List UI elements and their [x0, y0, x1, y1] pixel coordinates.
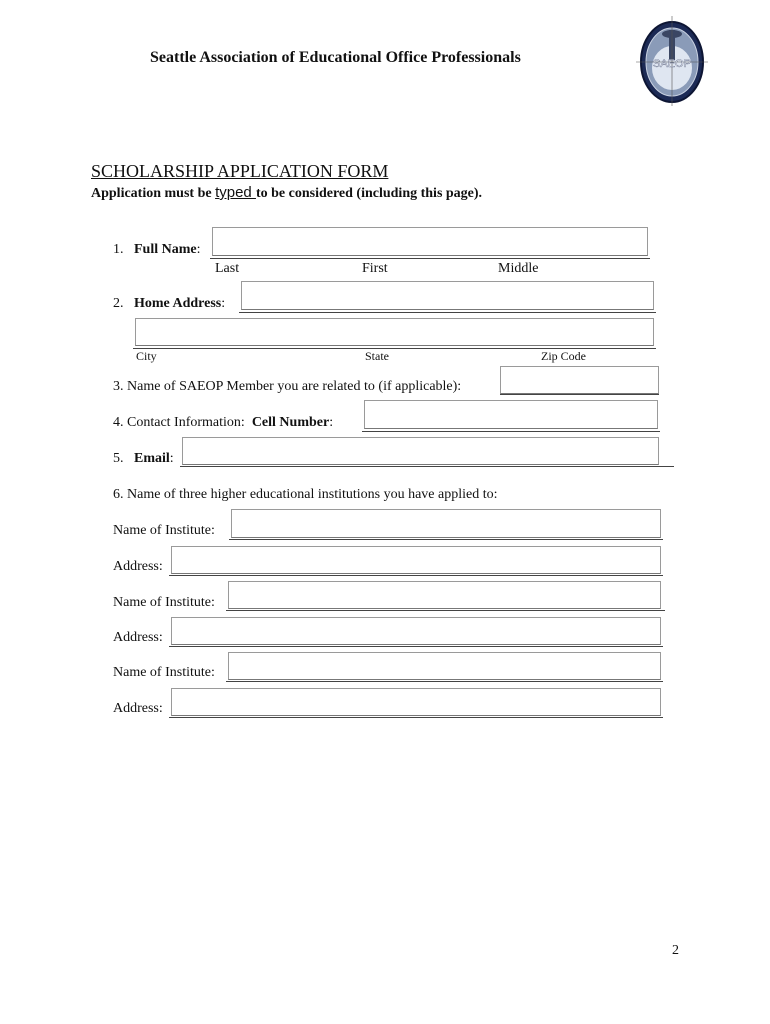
institute-3-address-field[interactable]: [171, 688, 661, 716]
institute-2-name-field[interactable]: [228, 581, 661, 609]
email-text: Email: [134, 451, 170, 466]
middle-name-caption: Middle: [498, 261, 539, 276]
zip-code-caption: Zip Code: [541, 349, 586, 363]
institute-2-name-label: Name of Institute:: [113, 595, 215, 610]
cell-number-text: Cell Number: [251, 415, 330, 430]
full-name-label: [113, 242, 201, 258]
first-name-caption: First: [362, 261, 388, 276]
colon: :: [196, 242, 201, 257]
institute-1-address-underline: [169, 575, 663, 576]
email-field[interactable]: [182, 437, 659, 465]
instructions-end: to be considered (including this page).: [255, 186, 483, 201]
home-address-label: [113, 296, 225, 312]
page-number: 2: [672, 943, 679, 958]
full-name-text: Full Name: [134, 242, 197, 257]
institute-3-name-underline: [226, 681, 663, 682]
institute-2-name-underline: [226, 610, 665, 611]
saeop-member-label: 3. Name of SAEOP Member you are related to (if applicable):: [113, 379, 462, 394]
institute-2-address-underline: [169, 646, 663, 647]
saeop-logo: [636, 16, 708, 106]
full-name-underline: [210, 258, 650, 259]
institute-1-address-field[interactable]: [171, 546, 661, 574]
cell-number-underline: [362, 431, 660, 432]
institute-3-address-label: Address:: [113, 701, 163, 716]
colon: :: [329, 415, 334, 430]
last-name-caption: Last: [215, 261, 240, 276]
state-caption: State: [365, 349, 389, 363]
institute-2-address-label: Address:: [113, 630, 163, 645]
institute-1-name-label: Name of Institute:: [113, 523, 215, 538]
saeop-member-field[interactable]: [500, 366, 659, 394]
cell-number-field[interactable]: [364, 400, 658, 429]
instructions-start: Application must be: [91, 186, 216, 201]
contact-information-label: [113, 415, 333, 431]
home-address-street-field[interactable]: [241, 281, 654, 310]
email-underline: [180, 466, 674, 467]
institute-3-name-label: Name of Institute:: [113, 665, 215, 680]
form-title: SCHOLARSHIP APPLICATION FORM: [91, 161, 389, 181]
instructions-typed: typed: [215, 184, 256, 201]
full-name-field[interactable]: [212, 227, 648, 256]
contact-information-text: 4. Contact Information:: [113, 415, 245, 430]
institute-1-name-underline: [229, 539, 663, 540]
institute-3-address-underline: [169, 717, 663, 718]
colon: :: [221, 296, 226, 311]
home-address-city-state-zip-field[interactable]: [135, 318, 654, 346]
institute-2-address-field[interactable]: [171, 617, 661, 645]
form-instructions: [91, 184, 482, 202]
institutions-label: 6. Name of three higher educational institutions you have applied to:: [113, 487, 498, 502]
city-caption: City: [136, 349, 157, 363]
colon: :: [169, 451, 174, 466]
home-address-underline: [239, 312, 656, 313]
saeop-member-underline: [500, 394, 659, 395]
item-number: 5.: [113, 451, 124, 466]
institute-1-address-label: Address:: [113, 559, 163, 574]
organization-name: Seattle Association of Educational Office Professionals: [150, 49, 521, 66]
svg-text:SAEOP: SAEOP: [653, 58, 691, 70]
institute-1-name-field[interactable]: [231, 509, 661, 538]
item-number: 1.: [113, 242, 124, 257]
item-number: 2.: [113, 296, 124, 311]
institute-3-name-field[interactable]: [228, 652, 661, 680]
home-address-text: Home Address: [134, 296, 222, 311]
email-label: [113, 451, 174, 467]
